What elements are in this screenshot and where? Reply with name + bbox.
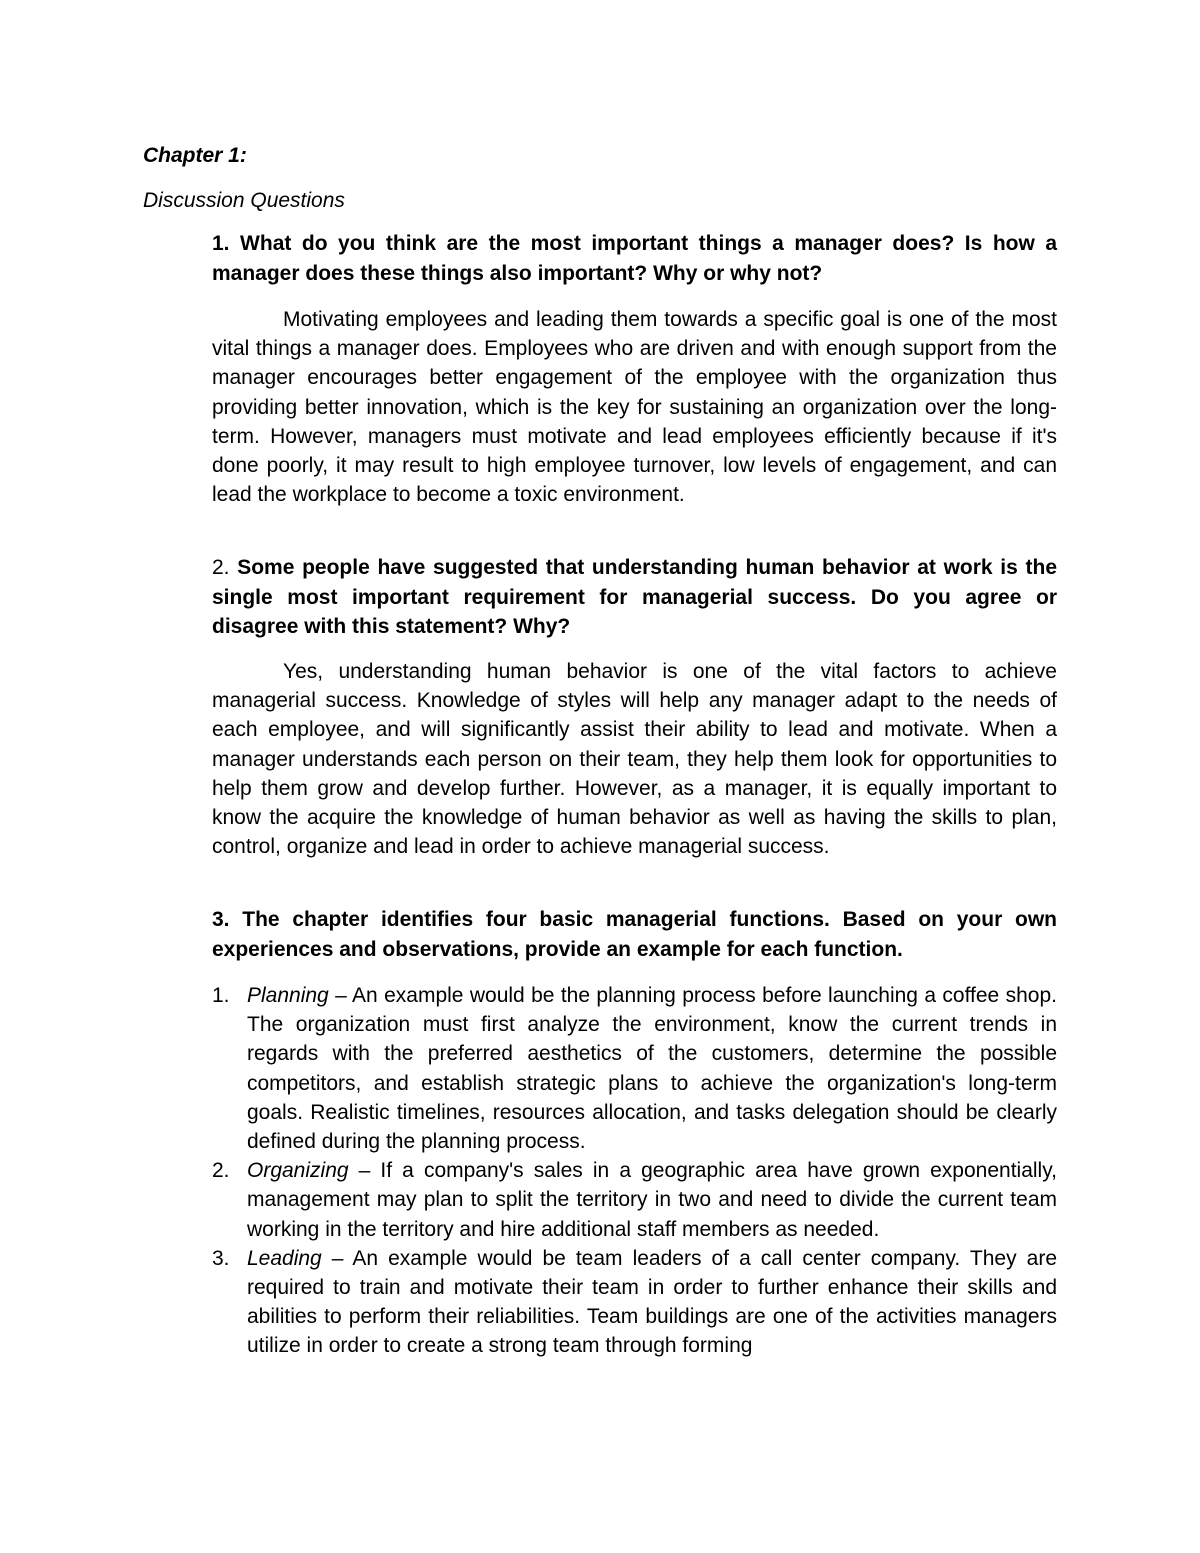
function-name: Leading (247, 1246, 322, 1270)
question-1 (212, 229, 1057, 288)
list-item-organizing (212, 1156, 1057, 1244)
question-3-text: The chapter identifies four basic managerial functions. Based on your own experiences and observations, provide an example for each function. (212, 908, 1057, 961)
list-item-planning (212, 981, 1057, 1156)
function-description: – An example would be team leaders of a call center company. They are required to train and motivate their team in order to further enhance their skills and abilities to perform their reliabilities. Team buildings are one of the activities managers utilize in order to create a strong team through forming (247, 1246, 1057, 1358)
list-item-number: 1. (212, 984, 230, 1007)
function-description: – If a company's sales in a geographic area have grown exponentially, management may plan to split the territory in two and need to divide the current team working in the territory and hire additional staff members as needed. (247, 1159, 1057, 1241)
question-2-number: 2. (212, 556, 230, 579)
answer-2: Yes, understanding human behavior is one of the vital factors to achieve managerial success. Knowledge of styles will help any manager adapt to the needs of each employee, and will significantly assist their ability to lead and motivate. When a manager understands each person on their team, they help them look for opportunities to help them grow and develop further. However, as a manager, it is equally important to know the acquire the knowledge of human behavior as well as having the skills to plan, control, organize and lead in order to achieve managerial success. (212, 660, 1057, 859)
question-2 (212, 553, 1057, 642)
question-3 (212, 905, 1057, 964)
list-item-number: 3. (212, 1246, 230, 1270)
list-item-number: 2. (212, 1159, 230, 1183)
managerial-functions-list (212, 981, 1057, 1361)
answer-1: Motivating employees and leading them towards a specific goal is one of the most vital things a manager does. Employees who are driven and with enough support from the manager encourages better engagement of the employee with the organization thus providing better innovation, which is the key for sustaining an organization over the long-term. However, managers must motivate and lead employees efficiently because if it's done poorly, it may result to high employee turnover, low levels of engagement, and can lead the workplace to become a toxic environment. (212, 308, 1057, 507)
section-label: Discussion Questions (143, 189, 345, 212)
chapter-title: Chapter 1: (143, 144, 247, 167)
question-1-text: What do you think are the most important things a manager does? Is how a manager does these things also important? Why or why not? (212, 232, 1058, 285)
function-name: Planning (247, 984, 329, 1007)
list-item-leading (212, 1244, 1057, 1361)
question-1-number: 1. (212, 232, 230, 255)
function-name: Organizing (247, 1159, 349, 1183)
question-2-text: Some people have suggested that understanding human behavior at work is the single most important requirement for managerial success. Do you agree or disagree with this statement? Why? (212, 556, 1057, 638)
function-description: – An example would be the planning process before launching a coffee shop. The organization must first analyze the environment, know the current trends in regards with the preferred aesthetics of the customers, determine the possible competitors, and establish strategic plans to achieve the organization's long-term goals. Realistic timelines, resources allocation, and tasks delegation should be clearly defined during the planning process. (247, 984, 1057, 1154)
question-3-number: 3. (212, 908, 230, 931)
